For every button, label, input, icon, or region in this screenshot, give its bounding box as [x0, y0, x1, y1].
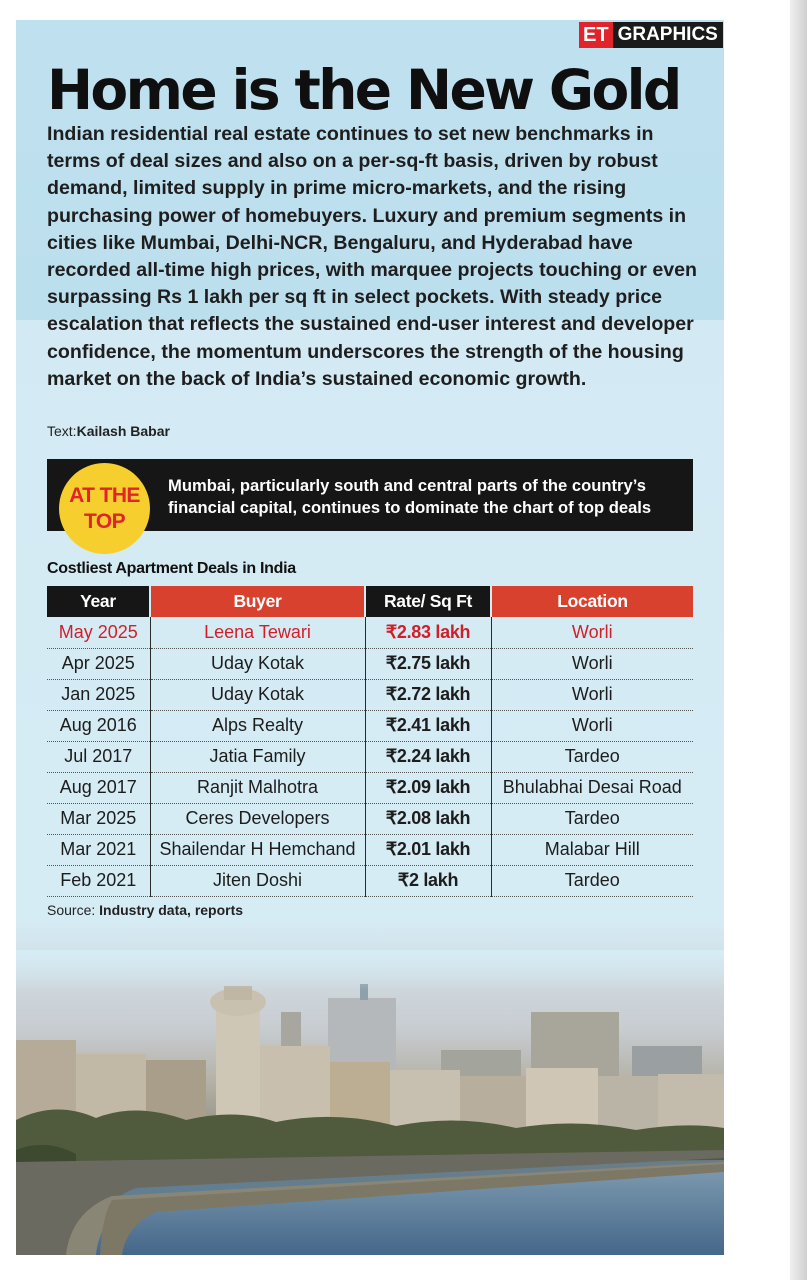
cell-buyer: Ceres Developers [150, 803, 365, 834]
cell-buyer: Alps Realty [150, 710, 365, 741]
badge-line-1: AT THE [69, 483, 140, 507]
cell-year: May 2025 [47, 617, 150, 648]
cell-rate: ₹2.41 lakh [365, 710, 491, 741]
cell-location: Tardeo [491, 803, 693, 834]
headline: Home is the New Gold [47, 58, 680, 122]
badge-line-2: TOP [84, 509, 125, 533]
page-margin [724, 0, 807, 1280]
cell-rate: ₹2.09 lakh [365, 772, 491, 803]
table-row [47, 710, 693, 741]
cell-rate: ₹2.01 lakh [365, 834, 491, 865]
cell-buyer: Uday Kotak [150, 679, 365, 710]
header-rate: Rate/ Sq Ft [365, 586, 491, 617]
cell-location: Tardeo [491, 865, 693, 896]
cell-location: Worli [491, 679, 693, 710]
source-note [47, 902, 243, 918]
table-row [47, 679, 693, 710]
graphics-label: GRAPHICS [617, 24, 718, 45]
header-buyer: Buyer [150, 586, 365, 617]
cell-year: Aug 2017 [47, 772, 150, 803]
cell-rate: ₹2.08 lakh [365, 803, 491, 834]
header-year: Year [47, 586, 150, 617]
at-the-top-badge [59, 463, 150, 554]
cell-year: Jul 2017 [47, 741, 150, 772]
previous-article-fragment [0, 0, 807, 20]
source-text: Industry data, reports [99, 902, 244, 918]
cell-rate: ₹2.75 lakh [365, 648, 491, 679]
cell-rate: ₹2 lakh [365, 865, 491, 896]
cell-year: Feb 2021 [47, 865, 150, 896]
cell-location: Tardeo [491, 741, 693, 772]
callout-text: Mumbai, particularly south and central parts of the country’s financial capital, continues to dominate the chart of top deals [168, 476, 652, 517]
cell-buyer: Ranjit Malhotra [150, 772, 365, 803]
cell-buyer: Uday Kotak [150, 648, 365, 679]
byline [47, 423, 170, 439]
cell-location: Bhulabhai Desai Road [491, 772, 693, 803]
cell-buyer: Leena Tewari [150, 617, 365, 648]
table-row [47, 741, 693, 772]
cell-year: Mar 2021 [47, 834, 150, 865]
deals-table [47, 586, 693, 897]
table-header-row [47, 586, 693, 617]
et-graphics-badge [579, 22, 723, 48]
cell-rate: ₹2.72 lakh [365, 679, 491, 710]
cell-location: Malabar Hill [491, 834, 693, 865]
cell-rate: ₹2.24 lakh [365, 741, 491, 772]
table-row [47, 865, 693, 896]
table-row [47, 834, 693, 865]
cell-location: Worli [491, 617, 693, 648]
intro-paragraph: Indian residential real estate continues to set new benchmarks in terms of deal sizes and also on a per-sq-ft basis, driven by robust demand, limited supply in prime micro-markets, and the rising purchasing power of homebuyers. Luxury and premium segments in cities like Mumbai, Delhi-NCR, Bengaluru, and Hyderabad have recorded all-time high prices, with marquee projects touching or even surpassing Rs 1 lakh per sq ft in select pockets. With steady price escalation that reflects the sustained end-user interest and developer confidence, the momentum underscores the strength of the housing market on the back of India’s sustained economic growth. [47, 123, 697, 390]
table-title: Costliest Apartment Deals in India [47, 560, 296, 577]
cell-year: Jan 2025 [47, 679, 150, 710]
cell-year: Apr 2025 [47, 648, 150, 679]
cell-year: Mar 2025 [47, 803, 150, 834]
byline-label: Text: [47, 423, 77, 439]
table-row [47, 617, 693, 648]
et-logo: ET [579, 22, 613, 48]
cell-year: Aug 2016 [47, 710, 150, 741]
table-row [47, 803, 693, 834]
header-location: Location [491, 586, 693, 617]
table-row [47, 772, 693, 803]
city-skyline-photo [16, 950, 724, 1255]
byline-author: Kailash Babar [76, 423, 170, 439]
cell-buyer: Shailendar H Hemchand [150, 834, 365, 865]
infographic-card [16, 20, 724, 1255]
cell-location: Worli [491, 710, 693, 741]
cell-buyer: Jatia Family [150, 741, 365, 772]
source-label: Source: [47, 902, 96, 918]
cell-buyer: Jiten Doshi [150, 865, 365, 896]
cell-location: Worli [491, 648, 693, 679]
cell-rate: ₹2.83 lakh [365, 617, 491, 648]
table-row [47, 648, 693, 679]
